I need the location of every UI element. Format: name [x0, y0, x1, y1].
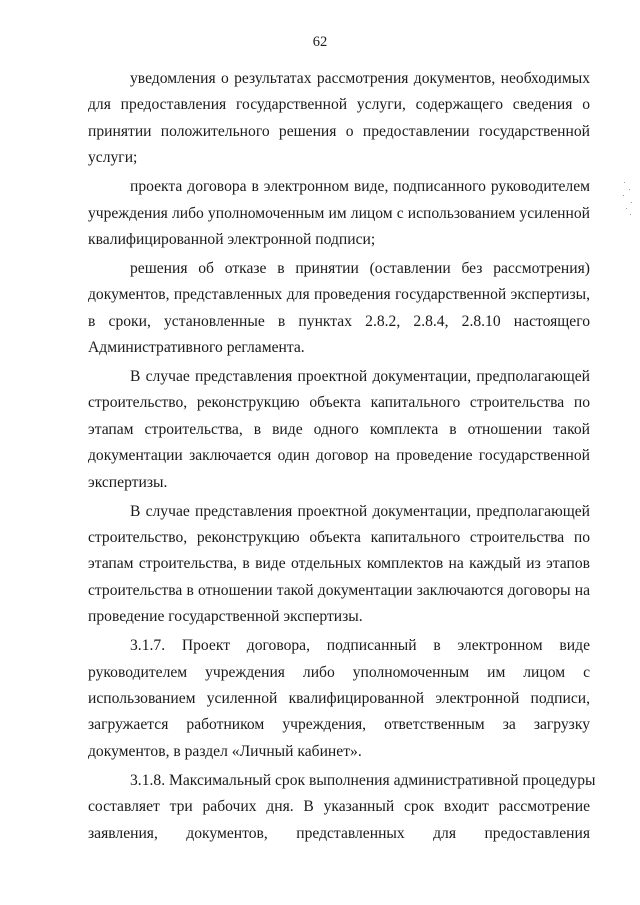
text-line: этапам строительства, в виде отдельных комплектов на каждый из этапов	[88, 555, 590, 573]
text-line: документов, в раздел «Личный кабинет».	[88, 742, 362, 760]
text-line: проведение государственной экспертизы.	[88, 608, 363, 626]
text-line: использованием усиленной квалифицированной электронной подписи,	[88, 689, 590, 707]
text-line: руководителем учреждения либо уполномоченным им лицом с	[88, 663, 590, 681]
text-line: Административного регламента.	[88, 339, 305, 357]
text-line: строительство, реконструкцию объекта капитального строительства по	[88, 529, 590, 547]
text-line: В случае представления проектной документации, предполагающей	[130, 502, 590, 520]
text-line: составляет три рабочих дня. В указанный срок входит рассмотрение	[88, 798, 590, 816]
text-line: экспертизы.	[88, 473, 168, 491]
paragraph	[88, 66, 590, 172]
text-line: строительство, реконструкцию объекта капитального строительства по	[88, 394, 590, 412]
text-line: 3.1.7. Проект договора, подписанный в электронном виде	[130, 637, 590, 655]
paragraph	[88, 364, 590, 496]
paragraph	[88, 499, 590, 631]
text-line: строительства в отношении такой документации заключаются договоры на	[88, 581, 590, 599]
scan-specks	[620, 180, 634, 220]
text-line: 3.1.8. Максимальный срок выполнения административной процедуры	[130, 771, 596, 789]
text-line: принятии положительного решения о предоставлении государственной	[88, 122, 590, 140]
paragraph	[88, 768, 596, 847]
text-line: документации заключается один договор на проведение государственной	[88, 447, 590, 465]
text-line: уведомления о результатах рассмотрения документов, необходимых	[130, 70, 590, 87]
text-line: В случае представления проектной документации, предполагающей	[130, 368, 590, 386]
text-line: заявления, документов, представленных для предоставления	[88, 824, 590, 842]
text-line: документов, представленных для проведения государственной экспертизы,	[88, 286, 590, 304]
page-number: 62	[312, 34, 328, 50]
text-line: загружается работником учреждения, ответственным за загрузку	[88, 716, 590, 734]
text-line: для предоставления государственной услуги, содержащего сведения о	[88, 96, 590, 114]
paragraph	[88, 256, 590, 362]
text-line: проекта договора в электронном виде, подписанного руководителем	[130, 178, 590, 196]
text-line: учреждения либо уполномоченным им лицом с использованием усиленной	[88, 204, 590, 222]
text-line: услуги;	[88, 149, 138, 167]
text-line: в сроки, установленные в пунктах 2.8.2, 2.8.4, 2.8.10 настоящего	[88, 312, 590, 330]
paragraph	[88, 174, 590, 253]
text-line: квалифицированной электронной подписи;	[88, 230, 376, 248]
text-line: этапам строительства, в виде одного комплекта в отношении такой	[88, 420, 590, 438]
paragraph	[88, 633, 590, 765]
document-body	[88, 66, 596, 849]
text-line: решения об отказе в принятии (оставлении без рассмотрения)	[130, 259, 590, 277]
